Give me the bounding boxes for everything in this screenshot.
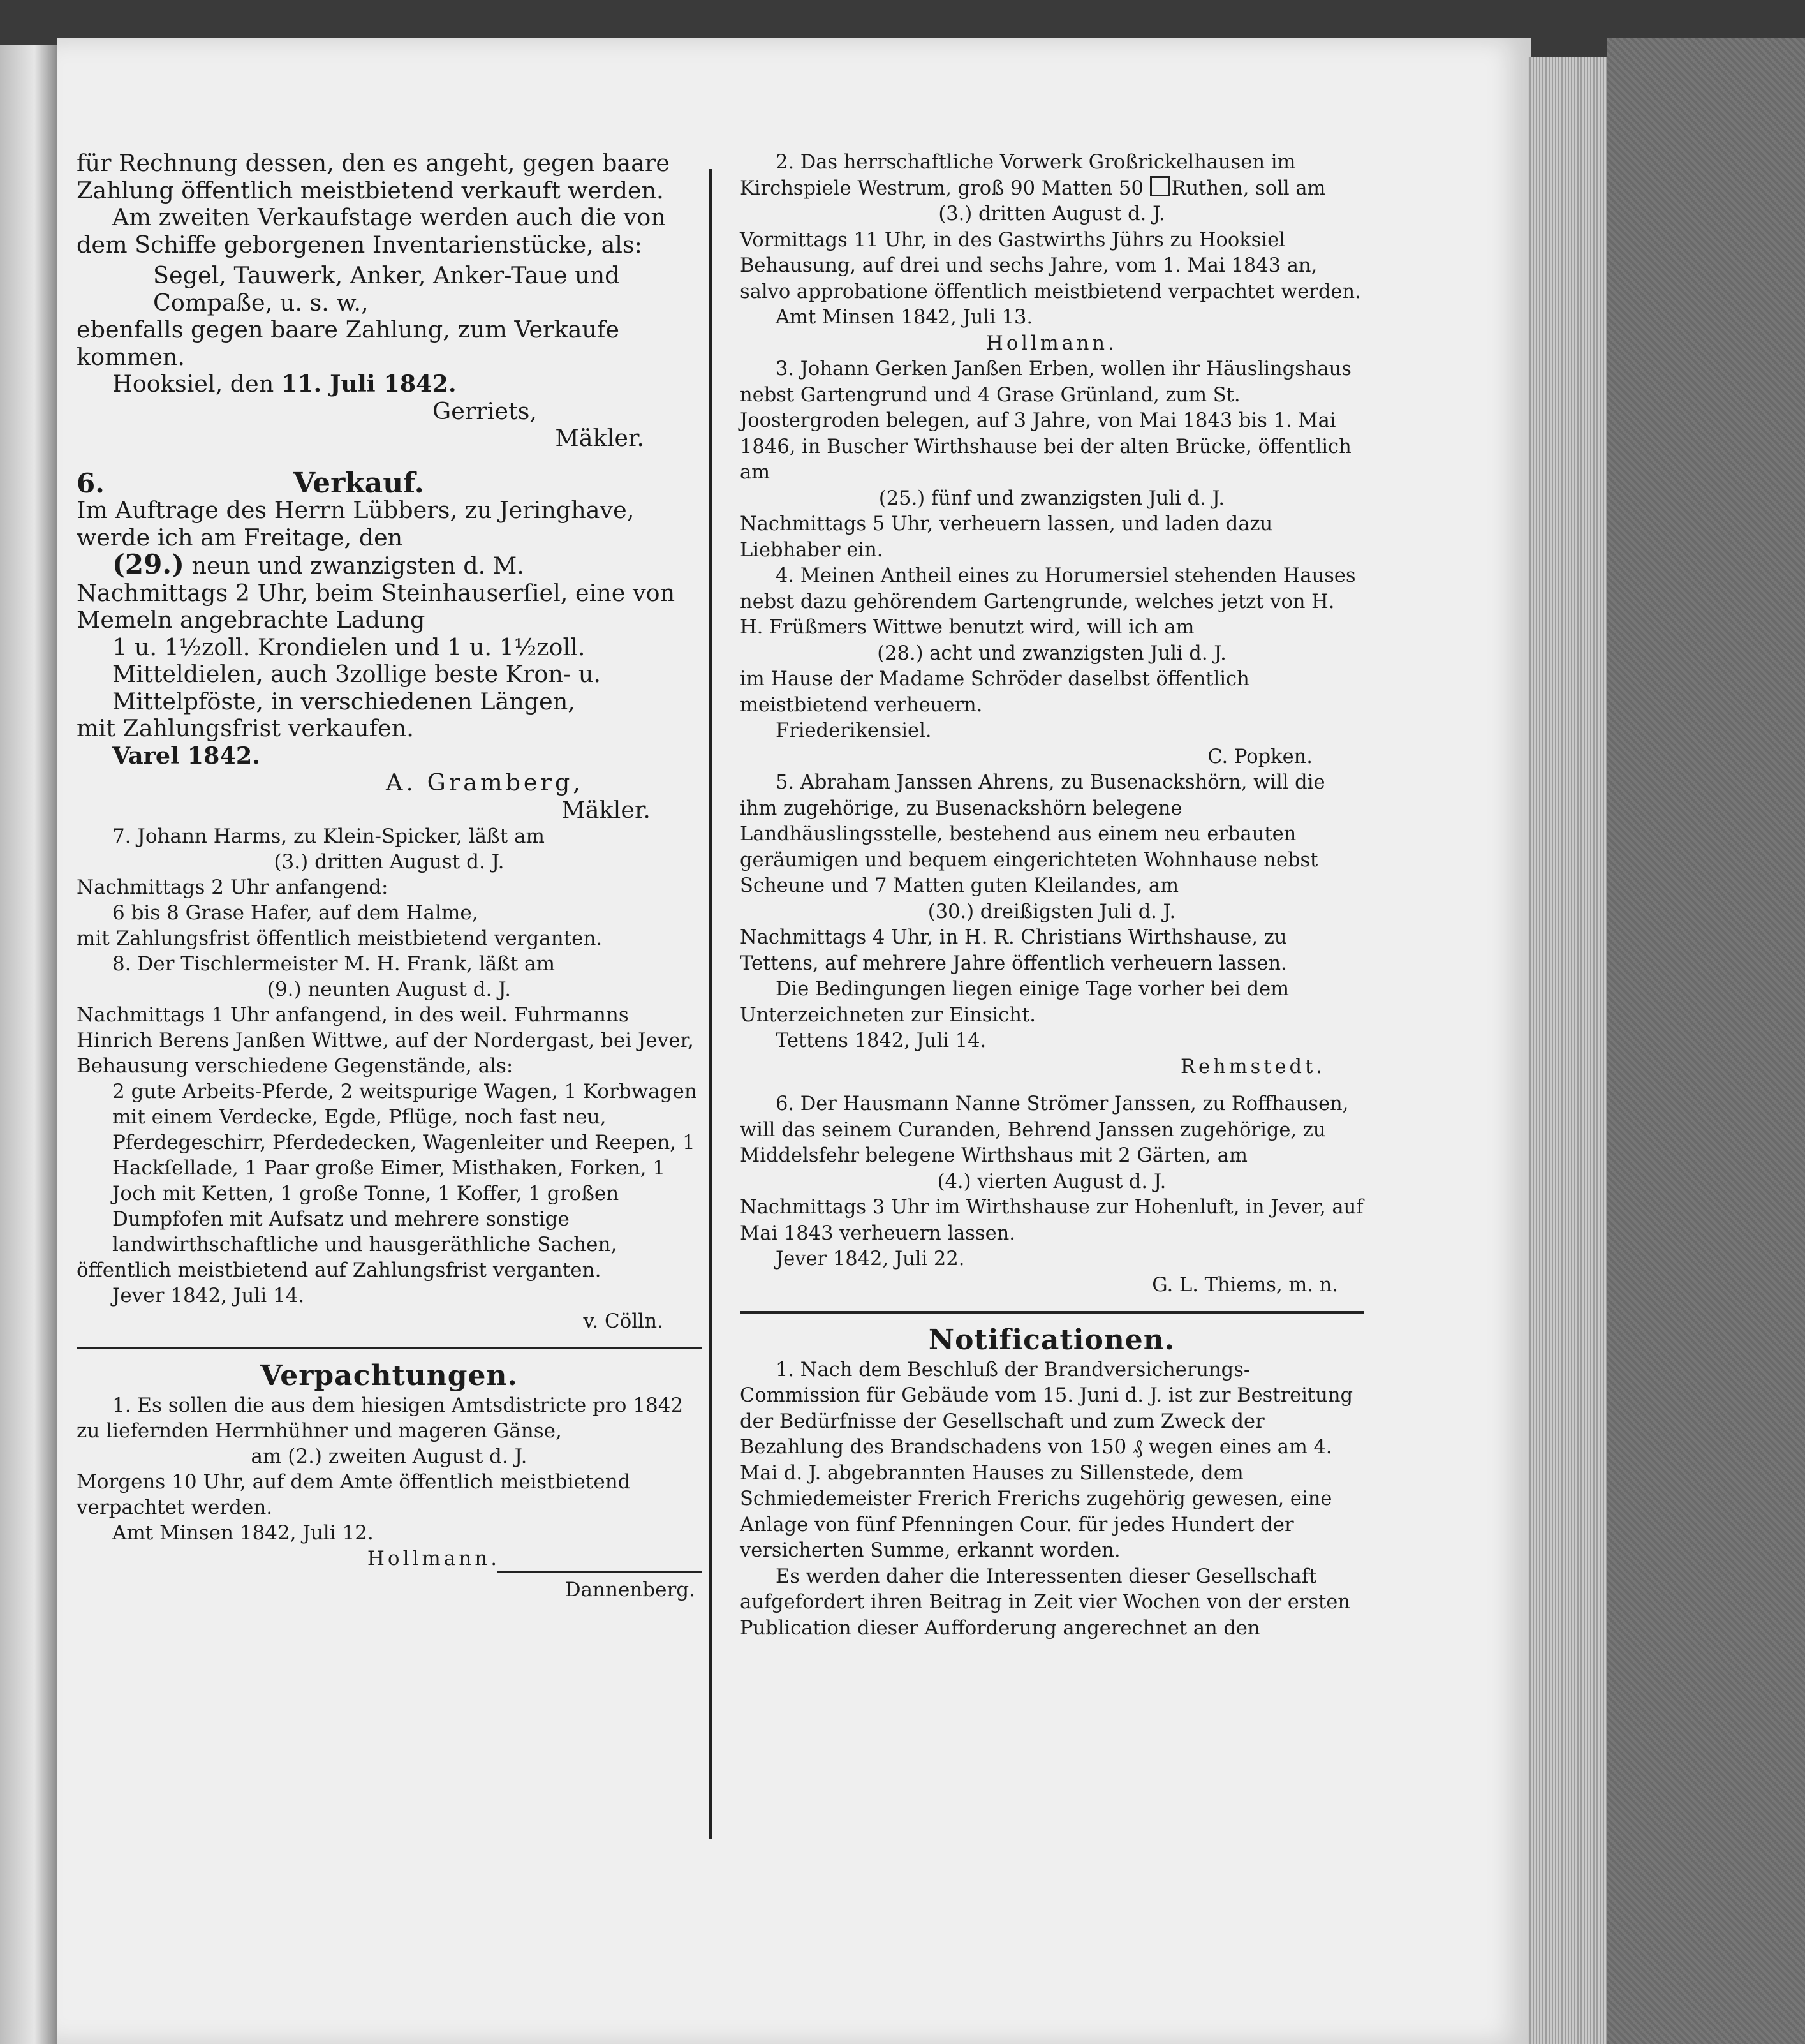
text-paragraph: öffentlich meistbietend auf Zahlungsfrist verganten.: [77, 1259, 601, 1282]
text-paragraph: Morgens 10 Uhr, auf dem Amte öffentlich meistbietend verpachtet werden.: [77, 1470, 631, 1519]
text-paragraph: Nachmittags 2 Uhr, beim Steinhauserſiel, eine von Memeln angebrachte Ladung: [77, 579, 675, 633]
item-list: 2 gute Arbeits-Pferde, 2 weitspurige Wagen, 1 Korbwagen mit einem Verdecke, Egde, Pflüge, noch fast neu, Pferdegeschirr, Pferdedecken, Wagenleiter und Reepen, 1 Hackſellade, 1 Paar große Eimer, Misthaken, Forken, 1 Joch mit Ketten, 1 große Tonne, 1 Koffer, 1 großen Dumpfofen mit Aufsatz und mehrere sonstige landwirthschaftliche und hausgeräthliche Sachen,: [112, 1080, 697, 1256]
place-date: Amt Minsen 1842, Juli 12.: [112, 1522, 374, 1544]
text-paragraph: Nachmittags 1 Uhr anfangend, in des weil. Fuhrmanns Hinrich Berens Janßen Wittwe, auf der Nordergast, bei Jever, Behausung verschiedene Gegenstände, als:: [77, 1003, 694, 1078]
text-paragraph: mit Zahlungsfrist öffentlich meistbietend verganten.: [77, 927, 603, 950]
place-date: [77, 371, 702, 398]
section-rule: [740, 1311, 1364, 1314]
section-rule: [77, 1347, 702, 1349]
text-paragraph: 3. Johann Gerken Janßen Erben, wollen ihr Häuslingshaus nebst Gartengrund und 4 Grase Grünland, zum St. Joostergroden belegen, auf 3 Jahre, von Mai 1843 bis 1. Mai 1846, in Buscher Wirthshause bei der alten Brücke, öffentlich am: [740, 358, 1352, 484]
signature: Gerriets,: [432, 397, 537, 425]
text-paragraph: ebenfalls gegen baare Zahlung, zum Verkaufe kommen.: [77, 316, 619, 371]
text-paragraph: Vormittags 11 Uhr, in des Gastwirths Jührs zu Hooksiel Behausung, auf drei und sechs Jahre, vom 1. Mai 1843 an, salvo approbatione öffentlich meistbietend verpachtet werden.: [740, 228, 1361, 303]
text-paragraph: für Rechnung dessen, den es angeht, gegen baare Zahlung öffentlich meistbietend verkauft werden.: [77, 149, 670, 204]
date-line: (3.) dritten August d. J.: [938, 203, 1165, 225]
date-line: (28.) acht und zwanzigsten Juli d. J.: [877, 642, 1227, 665]
text-paragraph: Im Auftrage des Herrn Lübbers, zu Jeringhave, werde ich am Freitage, den: [77, 496, 635, 551]
text-paragraph: mit Zahlungsfrist verkaufen.: [77, 715, 414, 742]
signature: v. Cölln.: [583, 1310, 663, 1333]
text-span: 2. Das herrschaftliche Vorwerk Großrickelhausen im Kirchspiele Westrum, groß 90 Matten 50: [740, 151, 1296, 200]
text-paragraph: Nachmittags 4 Uhr, in H. R. Christians Wirthshause, zu Tettens, auf mehrere Jahre öffentlich verheuern lassen.: [740, 926, 1287, 975]
place-date: Tettens 1842, Juli 14.: [776, 1030, 987, 1052]
date-line: am (2.) zweiten August d. J.: [251, 1445, 527, 1468]
text-span: Ruthen, soll am: [1171, 177, 1326, 200]
text-paragraph: 6 bis 8 Grase Hafer, auf dem Halme,: [112, 901, 478, 924]
text-paragraph: Am zweiten Verkaufstage werden auch die von dem Schiffe geborgenen Inventarienstücke, als:: [77, 204, 666, 258]
column-divider: [709, 169, 712, 1839]
signature: Dannenberg.: [497, 1571, 702, 1603]
date-line: (3.) dritten August d. J.: [274, 850, 505, 873]
section-title: Verpachtungen.: [260, 1359, 518, 1392]
left-page-edge: [0, 45, 57, 2044]
right-column: [740, 150, 1364, 1641]
item-list: Segel, Tauwerk, Anker, Anker-Taue und Compaße, u. s. w.,: [153, 262, 620, 316]
date-line: (25.) fünf und zwanzigsten Juli d. J.: [878, 487, 1225, 510]
date-line: (30.) dreißigsten Juli d. J.: [927, 900, 1176, 923]
section-title: Verkauf.: [293, 466, 424, 500]
text-paragraph: Nachmittags 2 Uhr anfangend:: [77, 876, 388, 899]
section-number: 6.: [77, 467, 105, 499]
place-line: Friederikensiel.: [776, 720, 932, 742]
date-line: [77, 551, 702, 580]
text-paragraph: 1. Nach dem Beschluß der Brandversicherungs-Commission für Gebäude vom 15. Juni d. J. ist zur Bestreitung der Bedürfnisse der Gesellschaft und zum Zweck der Bezahlung des Brandschadens von 150 ₰ wegen eines am 4. Mai d. J. abgebrannten Hauses zu Sillenstede, dem Schmiedemeister Frerich Frerichs zugehörig gewesen, eine Anlage von fünf Pfenningen Cour. für jedes Hundert der versicherten Summe, erkannt worden.: [740, 1358, 1353, 1562]
text-paragraph: 6. Der Hausmann Nanne Strömer Janssen, zu Roffhausen, will das seinem Curanden, Behrend Janssen zugehörige, zu Middelsfehr belegene Wirthshaus mit 2 Gärten, am: [740, 1093, 1349, 1167]
date-text: neun und zwanzigsten d. M.: [191, 552, 524, 579]
signature: C. Popken.: [1207, 745, 1313, 768]
date-line: (9.) neunten August d. J.: [267, 978, 512, 1001]
place-date: Jever 1842, Juli 14.: [112, 1284, 305, 1307]
text-paragraph: im Hause der Madame Schröder daselbst öffentlich meistbietend verheuern.: [740, 668, 1249, 716]
page-edges: [1528, 57, 1610, 2044]
place-label: Hooksiel, den: [112, 370, 274, 397]
text-paragraph: [740, 150, 1364, 202]
text-paragraph: 7. Johann Harms, zu Klein-Spicker, läßt am: [112, 825, 545, 848]
text-paragraph: Nachmittags 3 Uhr im Wirthshause zur Hohenluft, in Jever, auf Mai 1843 verheuern lassen.: [740, 1196, 1364, 1245]
signature: G. L. Thiems, m. n.: [1152, 1273, 1338, 1296]
text-paragraph: 8. Der Tischlermeister M. H. Frank, läßt am: [112, 952, 556, 975]
text-paragraph: 1. Es sollen die aus dem hiesigen Amtsdistricte pro 1842 zu liefernden Herrnhühner und mageren Gänse,: [77, 1394, 684, 1442]
book-cover: [1607, 38, 1805, 2044]
text-paragraph: 4. Meinen Antheil eines zu Horumersiel stehenden Hauses nebst dazu gehörendem Gartengrunde, welches jetzt von H. H. Früßmers Wittwe benutzt wird, will ich am: [740, 565, 1356, 639]
text-paragraph: 1 u. 1½zoll. Krondielen und 1 u. 1½zoll. Mitteldielen, auch 3zollige beste Kron- u. Mittelpföste, in verschiedenen Längen,: [112, 633, 601, 715]
place-date: Amt Minsen 1842, Juli 13.: [776, 306, 1033, 329]
date-label: 11. Juli 1842.: [281, 370, 457, 397]
text-paragraph: Es werden daher die Interessenten dieser Gesellschaft aufgefordert ihren Beitrag in Zeit vier Wochen von der ersten Publication dieser Aufforderung angerechnet an den: [740, 1565, 1350, 1640]
signature: Hollmann.: [986, 332, 1117, 355]
place-date: Jever 1842, Juli 22.: [776, 1248, 965, 1270]
left-column: [77, 150, 702, 1603]
signature-title: Mäkler.: [555, 424, 644, 452]
square-ruthen-symbol: [1150, 176, 1170, 196]
date-line: (4.) vierten August d. J.: [937, 1170, 1167, 1193]
signature: Rehmstedt.: [1180, 1055, 1325, 1078]
date-number: (29.): [112, 549, 184, 580]
place-date: Varel 1842.: [112, 741, 260, 769]
text-paragraph: Die Bedingungen liegen einige Tage vorher bei dem Unterzeichneten zur Einsicht.: [740, 978, 1290, 1026]
section-header: [77, 466, 702, 500]
signature-title: Mäkler.: [561, 796, 651, 824]
text-paragraph: Nachmittags 5 Uhr, verheuern lassen, und laden dazu Liebhaber ein.: [740, 513, 1273, 561]
text-paragraph: 5. Abraham Janssen Ahrens, zu Busenackshörn, will die ihm zugehörige, zu Busenackshörn belegene Landhäuslingsstelle, bestehend aus einem neu erbauten geräumigen und bequem eingerichteten Wohnhause nebst Scheune und 7 Matten guten Kleilandes, am: [740, 771, 1325, 897]
signature: A. Gramberg,: [386, 769, 584, 796]
signature: Hollmann.: [367, 1547, 501, 1570]
section-title: Notificationen.: [928, 1324, 1175, 1356]
